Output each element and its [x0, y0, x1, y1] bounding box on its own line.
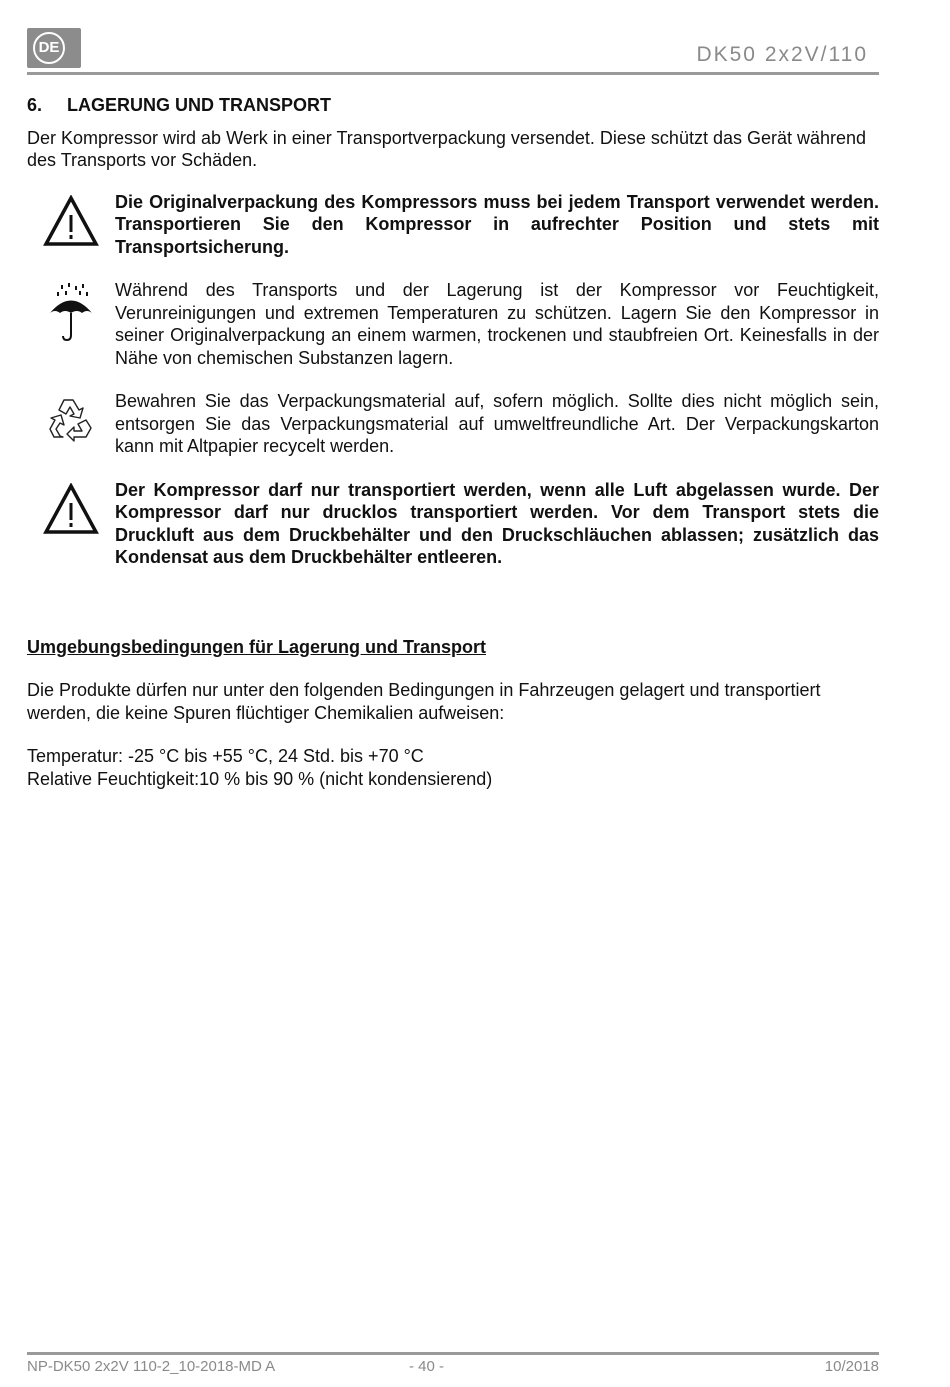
- footer-date: 10/2018: [824, 1358, 879, 1375]
- footer-doc-code: NP-DK50 2x2V 110-2_10-2018-MD A: [27, 1358, 276, 1375]
- notice-pressure-release: [27, 479, 879, 569]
- warning-triangle-icon: [43, 195, 99, 247]
- notice-text: Während des Transports und der Lagerung ist der Kompressor vor Feuchtigkeit, Verunreinigungen und extremen Temperaturen zu schützen. Lagern Sie den Kompressor in seiner Originalverpackung an einem warmen, trockenen und staubfreien Ort. Keinesfalls in der Nähe von chemischen Substanzen lagern.: [115, 280, 879, 368]
- notice-text: Bewahren Sie das Verpackungsmaterial auf, sofern möglich. Sollte dies nicht möglich sein, entsorgen Sie das Verpackungsmaterial auf umweltfreundliche Art. Der Verpackungskarton kann mit Altpapier recycelt werden.: [115, 391, 879, 456]
- section-title: LAGERUNG UND TRANSPORT: [67, 95, 331, 115]
- section-intro: Der Kompressor wird ab Werk in einer Transportverpackung versendet. Diese schützt das Gerät während des Transports vor Schäden.: [27, 127, 867, 170]
- header-divider: [27, 72, 879, 75]
- umbrella-rain-icon: [46, 283, 96, 343]
- document-title: DK50 2x2V/110: [696, 43, 868, 66]
- warning-triangle-icon: [43, 483, 99, 535]
- notice-original-packaging: [27, 191, 879, 259]
- page-content: [27, 94, 879, 790]
- notice-text: Der Kompressor darf nur transportiert werden, wenn alle Luft abgelassen wurde. Der Kompressor darf nur drucklos transportiert werden. Vor dem Transport stets die Druckluft aus dem Druckbehälter und den Druckschläuchen ablassen; zusätzlich das Kondensat aus dem Druckbehälter entleeren.: [115, 479, 879, 567]
- notice-text: Die Originalverpackung des Kompressors muss bei jedem Transport verwendet werden. Transportieren Sie den Kompressor in aufrechter Position und stets mit Transportsicherung.: [115, 191, 879, 257]
- footer-page-number: - 40 -: [409, 1358, 445, 1375]
- section-heading: [27, 94, 879, 117]
- humidity-condition: Relative Feuchtigkeit:10 % bis 90 % (nicht kondensierend): [27, 768, 493, 789]
- notice-recycling: [27, 390, 879, 458]
- footer-divider: [27, 1352, 879, 1355]
- language-badge: [27, 28, 81, 68]
- environment-conditions: [27, 745, 879, 790]
- recycle-icon: [46, 394, 96, 444]
- notice-humidity: [27, 279, 879, 369]
- environment-heading: Umgebungsbedingungen für Lagerung und Transport: [27, 636, 486, 657]
- environment-paragraph: Die Produkte dürfen nur unter den folgenden Bedingungen in Fahrzeugen gelagert und transportiert werden, die keine Spuren flüchtiger Chemikalien aufweisen:: [27, 680, 821, 723]
- section-number: 6.: [27, 95, 43, 115]
- temperature-condition: Temperatur: -25 °C bis +55 °C, 24 Std. bis +70 °C: [27, 746, 424, 766]
- language-badge-label: DE: [33, 32, 65, 64]
